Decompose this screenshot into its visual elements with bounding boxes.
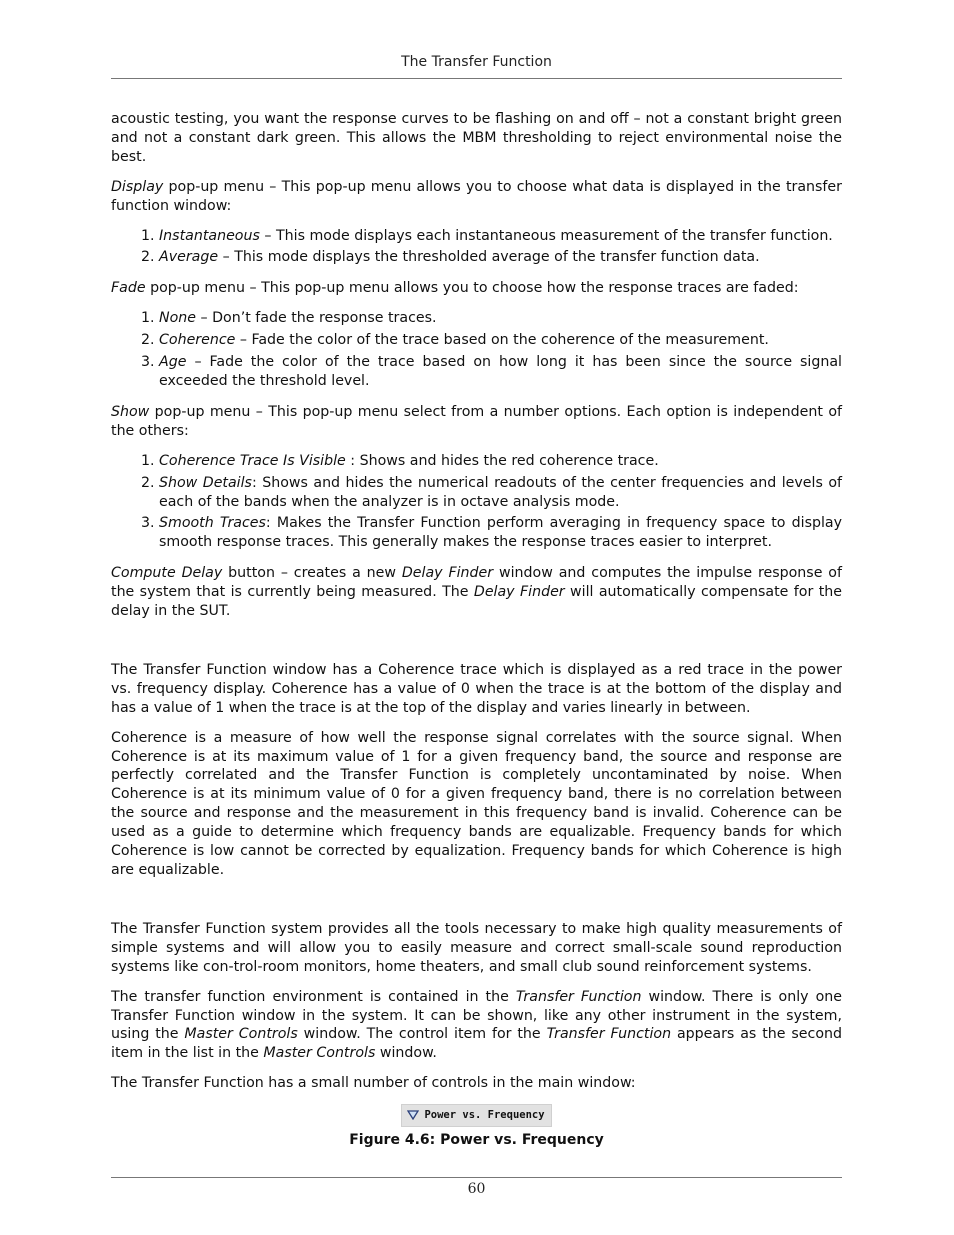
term: Coherence (159, 332, 236, 349)
paragraph-text: pop-up menu – This pop-up menu allows you to choose what data is displayed in the transfer function window: (111, 178, 842, 214)
disclosure-label: Power vs. Frequency (424, 1108, 545, 1121)
paragraph-text: pop-up menu – This pop-up menu allows you to choose how the response traces are faded: (145, 280, 799, 297)
running-header: The Transfer Function (401, 54, 552, 70)
item-text: – Fade the color of the trace based on the coherence of the measurement. (235, 332, 769, 349)
list-item (159, 452, 842, 471)
power-vs-frequency-disclosure[interactable] (401, 1104, 551, 1127)
triangle-down-icon (407, 1110, 419, 1120)
term: None (159, 310, 197, 327)
paragraph-text: pop-up menu – This pop-up menu select from a number options. Each option is independent of the others: (111, 403, 842, 439)
term: Show (111, 403, 150, 420)
item-text: – Don’t fade the response traces. (196, 310, 437, 327)
display-paragraph (111, 178, 842, 216)
term: Delay Finder (401, 565, 494, 582)
item-text: – This mode displays each instantaneous measurement of the transfer function. (259, 227, 833, 244)
term: Instantaneous (159, 227, 260, 244)
item-text: – Fade the color of the trace based on how long it has been since the source signal exceeded the threshold level. (159, 354, 842, 389)
paragraph-text: button – creates a new (222, 565, 402, 582)
term: Show Details (159, 474, 252, 491)
fade-options-list (111, 309, 842, 391)
item-text: : Shows and hides the numerical readouts of the center frequencies and levels of each of the bands when the analyzer is in octave analysis mode. (159, 474, 842, 510)
list-item (159, 309, 842, 328)
page-body (111, 110, 842, 1150)
item-text: : Makes the Transfer Function perform averaging in frequency space to display smooth response traces. This generally makes the response traces easier to interpret. (159, 515, 842, 551)
term: Compute Delay (111, 565, 223, 582)
display-options-list (111, 227, 842, 268)
item-text: – This mode displays the thresholded average of the transfer function data. (218, 249, 760, 266)
paragraph-text: window. There is only one Transfer Function window in the system. It can be shown, like any other instrument in the system, using the (111, 988, 842, 1043)
paragraph-text: The transfer function environment is contained in the (111, 988, 516, 1005)
term: Delay Finder (473, 584, 565, 601)
list-item (159, 474, 842, 512)
coherence-paragraph: Coherence is a measure of how well the response signal correlates with the source signal. When Coherence is at its maximum value of 1 for a given frequency band, the source and response are perfectly correlated and the Transfer Function is completely uncontaminated by noise. When Coherence is at its minimum value of 0 for a given frequency band, there is no correlation between the source and response and the measurement in this frequency band is invalid. Coherence can be used as a guide to determine which frequency bands are equalizable. Frequency bands for which Coherence is low cannot be corrected by equalization. Frequency bands for which Coherence is high are equalizable. (111, 729, 842, 878)
item-text: : Shows and hides the red coherence trace. (345, 452, 659, 469)
header-rule (111, 78, 842, 79)
list-item (159, 331, 842, 350)
show-options-list (111, 452, 842, 553)
paragraph-text: window and computes the impulse response of the system that is currently being measured. The (111, 565, 842, 601)
section-gap (111, 632, 842, 661)
paragraph-text: appears as the second item in the list in the (111, 1026, 843, 1062)
list-item (159, 514, 842, 552)
system-paragraph: The Transfer Function system provides all the tools necessary to make high quality measurements of simple systems and will allow you to easily measure and correct small-scale sound reproduction systems like con-trol-room monitors, home theaters, and small club sound reinforcement systems. (111, 920, 842, 975)
paragraph-text: window. The control item for the (297, 1026, 547, 1043)
list-item (159, 227, 842, 246)
show-paragraph (111, 403, 842, 441)
compute-delay-paragraph (111, 564, 842, 621)
term: Master Controls (263, 1045, 376, 1062)
term: Display (111, 178, 164, 195)
figure-caption: Figure 4.6: Power vs. Frequency (349, 1132, 604, 1149)
term: Smooth Traces (159, 515, 266, 532)
coherence-paragraph: The Transfer Function window has a Coherence trace which is displayed as a red trace in the power vs. frequency display. Coherence has a value of 0 when the trace is at the bottom of the display and has a value of 1 when the trace is at the top of the display and varies linearly in between. (111, 661, 842, 716)
paragraph: acoustic testing, you want the response curves to be flashing on and off – not a constant bright green and not a constant dark green. This allows the MBM thresholding to reject environmental noise the best. (111, 111, 842, 165)
paragraph-text: will automatically compensate for the delay in the SUT. (111, 584, 842, 620)
section-gap (111, 891, 842, 920)
page-number: 60 (467, 1181, 486, 1197)
term: Transfer Function (546, 1026, 672, 1043)
list-item (159, 248, 842, 267)
term: Age (159, 354, 187, 371)
term: Average (159, 249, 219, 266)
environment-paragraph (111, 988, 842, 1064)
term: Fade (111, 280, 146, 297)
term: Master Controls (184, 1026, 298, 1043)
list-item (159, 353, 842, 391)
controls-paragraph: The Transfer Function has a small number of controls in the main window: (111, 1075, 636, 1092)
fade-paragraph (111, 279, 842, 298)
term: Coherence Trace Is Visible (159, 452, 346, 469)
term: Transfer Function (515, 988, 642, 1005)
paragraph-text: window. (375, 1045, 437, 1062)
figure (111, 1104, 842, 1150)
footer-rule (111, 1177, 842, 1178)
